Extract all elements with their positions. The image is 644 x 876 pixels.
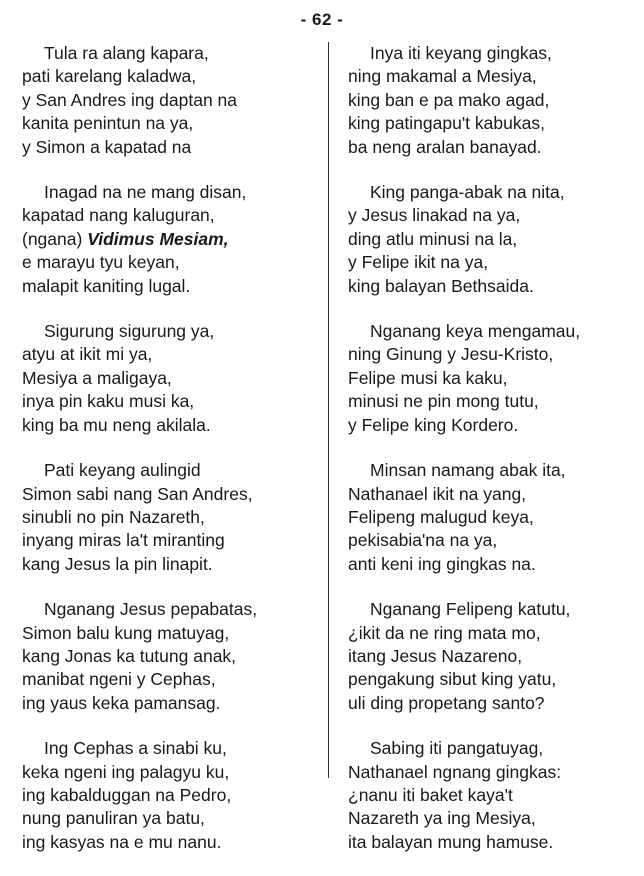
line-text: Tula ra alang kapara, xyxy=(44,43,209,63)
verse-line xyxy=(22,204,302,227)
verse-line xyxy=(348,598,628,621)
verse-line xyxy=(348,320,628,343)
line-text: Simon sabi nang San Andres, xyxy=(22,483,253,504)
verse-line xyxy=(348,483,628,506)
line-text: Nganang Felipeng katutu, xyxy=(370,599,571,620)
verse-line xyxy=(22,831,302,854)
verse-line xyxy=(22,65,302,88)
verse-line xyxy=(348,737,628,760)
line-text: inyang miras la't miranting xyxy=(22,530,225,551)
stanza xyxy=(348,737,628,854)
verse-line xyxy=(348,761,628,784)
stanza xyxy=(348,598,628,715)
line-text: keka ngeni ing palagyu ku, xyxy=(22,761,230,782)
line-text: pekisabia'na na ya, xyxy=(348,530,498,551)
verse-line xyxy=(348,42,628,65)
verse-line xyxy=(22,807,302,830)
line-text: Nganang Jesus pepabatas, xyxy=(44,599,258,620)
verse-line xyxy=(348,112,628,135)
verse-line xyxy=(22,414,302,437)
verse-line xyxy=(348,343,628,366)
verse-line xyxy=(22,622,302,645)
line-text: Nazareth ya ing Mesiya, xyxy=(348,808,536,829)
verse-line xyxy=(348,136,628,159)
stanza xyxy=(348,320,628,437)
line-text: pengakung sibut king yatu, xyxy=(348,669,557,690)
line-text: inya pin kaku musi ka, xyxy=(22,391,195,412)
verse-line xyxy=(348,622,628,645)
line-text: y Felipe king Kordero. xyxy=(348,414,519,435)
verse-line xyxy=(348,831,628,854)
line-text: ita balayan mung hamuse. xyxy=(348,831,554,852)
line-text: Simon balu kung matuyag, xyxy=(22,622,230,643)
left-column xyxy=(22,42,302,876)
line-text: ba neng aralan banayad. xyxy=(348,136,542,157)
verse-line xyxy=(22,390,302,413)
verse-line xyxy=(348,390,628,413)
page-number: - 62 - xyxy=(300,10,344,29)
stanza xyxy=(22,42,302,159)
line-text: itang Jesus Nazareno, xyxy=(348,645,523,666)
line-text: Inya iti keyang gingkas, xyxy=(370,43,552,63)
line-text: e marayu tyu keyan, xyxy=(22,252,180,273)
stanza xyxy=(348,181,628,298)
line-text: (ngana) xyxy=(22,228,88,249)
line-text: ning Ginung y Jesu-Kristo, xyxy=(348,344,554,365)
verse-line xyxy=(22,343,302,366)
verse-line xyxy=(348,228,628,251)
line-text: y Felipe ikit na ya, xyxy=(348,252,489,273)
verse-line xyxy=(22,275,302,298)
line-text: malapit kaniting lugal. xyxy=(22,275,191,296)
verse-line xyxy=(22,251,302,274)
line-text: Felipe musi ka kaku, xyxy=(348,367,508,388)
line-text: Inagad na ne mang disan, xyxy=(44,182,247,203)
verse-line xyxy=(348,414,628,437)
verse-line xyxy=(348,692,628,715)
verse-line xyxy=(348,204,628,227)
column-divider xyxy=(328,42,329,778)
line-text: Mesiya a maligaya, xyxy=(22,367,172,388)
line-text: y Jesus linakad na ya, xyxy=(348,205,521,226)
verse-line xyxy=(22,761,302,784)
verse-line xyxy=(348,459,628,482)
line-text: uli ding propetang santo? xyxy=(348,692,545,713)
line-text: Nathanael ngnang gingkas: xyxy=(348,761,562,782)
line-text: ding atlu minusi na la, xyxy=(348,228,518,249)
verse-line xyxy=(22,228,302,251)
verse-line xyxy=(22,737,302,760)
line-text: kanita penintun na ya, xyxy=(22,113,194,134)
verse-line xyxy=(22,692,302,715)
line-text: Minsan namang abak ita, xyxy=(370,460,566,481)
line-text: kang Jonas ka tutung anak, xyxy=(22,645,237,666)
line-text: atyu at ikit mi ya, xyxy=(22,344,153,365)
verse-line xyxy=(22,668,302,691)
verse-line xyxy=(22,112,302,135)
line-text: Sigurung sigurung ya, xyxy=(44,321,215,342)
verse-line xyxy=(22,320,302,343)
stanza xyxy=(348,459,628,576)
verse-line xyxy=(348,668,628,691)
stanza xyxy=(22,737,302,854)
line-text: King panga-abak na nita, xyxy=(370,182,565,203)
stanza xyxy=(348,42,628,159)
line-text: y San Andres ing daptan na xyxy=(22,89,238,110)
line-text: y Simon a kapatad na xyxy=(22,136,192,157)
line-text: ing yaus keka pamansag. xyxy=(22,692,221,713)
verse-line xyxy=(348,529,628,552)
verse-line xyxy=(22,506,302,529)
line-text: Nganang keya mengamau, xyxy=(370,321,581,342)
line-text: king ba mu neng akilala. xyxy=(22,414,211,435)
emphasized-text: Vidimus Mesiam, xyxy=(87,228,229,249)
line-text: kang Jesus la pin linapit. xyxy=(22,553,213,574)
line-text: Ing Cephas a sinabi ku, xyxy=(44,738,227,759)
verse-line xyxy=(22,784,302,807)
verse-line xyxy=(22,367,302,390)
verse-line xyxy=(22,459,302,482)
verse-line xyxy=(348,89,628,112)
verse-line xyxy=(22,136,302,159)
line-text: kapatad nang kaluguran, xyxy=(22,205,215,226)
line-text: nung panuliran ya batu, xyxy=(22,808,205,829)
line-text: Pati keyang aulingid xyxy=(44,460,201,481)
verse-line xyxy=(22,42,302,65)
line-text: Felipeng malugud keya, xyxy=(348,506,534,527)
verse-line xyxy=(22,483,302,506)
right-column xyxy=(348,42,628,876)
verse-line xyxy=(22,645,302,668)
verse-line xyxy=(22,181,302,204)
line-text: anti keni ing gingkas na. xyxy=(348,553,536,574)
line-text: ing kasyas na e mu nanu. xyxy=(22,831,222,852)
line-text: king ban e pa mako agad, xyxy=(348,89,550,110)
line-text: ning makamal a Mesiya, xyxy=(348,66,537,87)
stanza xyxy=(22,181,302,298)
verse-line xyxy=(22,553,302,576)
verse-line xyxy=(348,251,628,274)
verse-line xyxy=(348,181,628,204)
line-text: Sabing iti pangatuyag, xyxy=(370,738,544,759)
line-text: manibat ngeni y Cephas, xyxy=(22,669,216,690)
verse-line xyxy=(348,275,628,298)
verse-line xyxy=(348,553,628,576)
verse-line xyxy=(348,65,628,88)
line-text: ing kabalduggan na Pedro, xyxy=(22,784,232,805)
verse-line xyxy=(22,529,302,552)
line-text: king patingapu't kabukas, xyxy=(348,113,545,134)
stanza xyxy=(22,598,302,715)
verse-line xyxy=(348,506,628,529)
line-text: Nathanael ikit na yang, xyxy=(348,483,527,504)
verse-line xyxy=(22,89,302,112)
verse-line xyxy=(348,784,628,807)
verse-line xyxy=(22,598,302,621)
verse-line xyxy=(348,367,628,390)
line-text: ¿nanu iti baket kaya't xyxy=(348,784,513,805)
line-text: king balayan Bethsaida. xyxy=(348,275,534,296)
verse-line xyxy=(348,807,628,830)
line-text: sinubli no pin Nazareth, xyxy=(22,506,205,527)
stanza xyxy=(22,459,302,576)
stanza xyxy=(22,320,302,437)
line-text: ¿ikit da ne ring mata mo, xyxy=(348,622,541,643)
verse-line xyxy=(348,645,628,668)
line-text: pati karelang kaladwa, xyxy=(22,66,197,87)
line-text: minusi ne pin mong tutu, xyxy=(348,391,539,412)
